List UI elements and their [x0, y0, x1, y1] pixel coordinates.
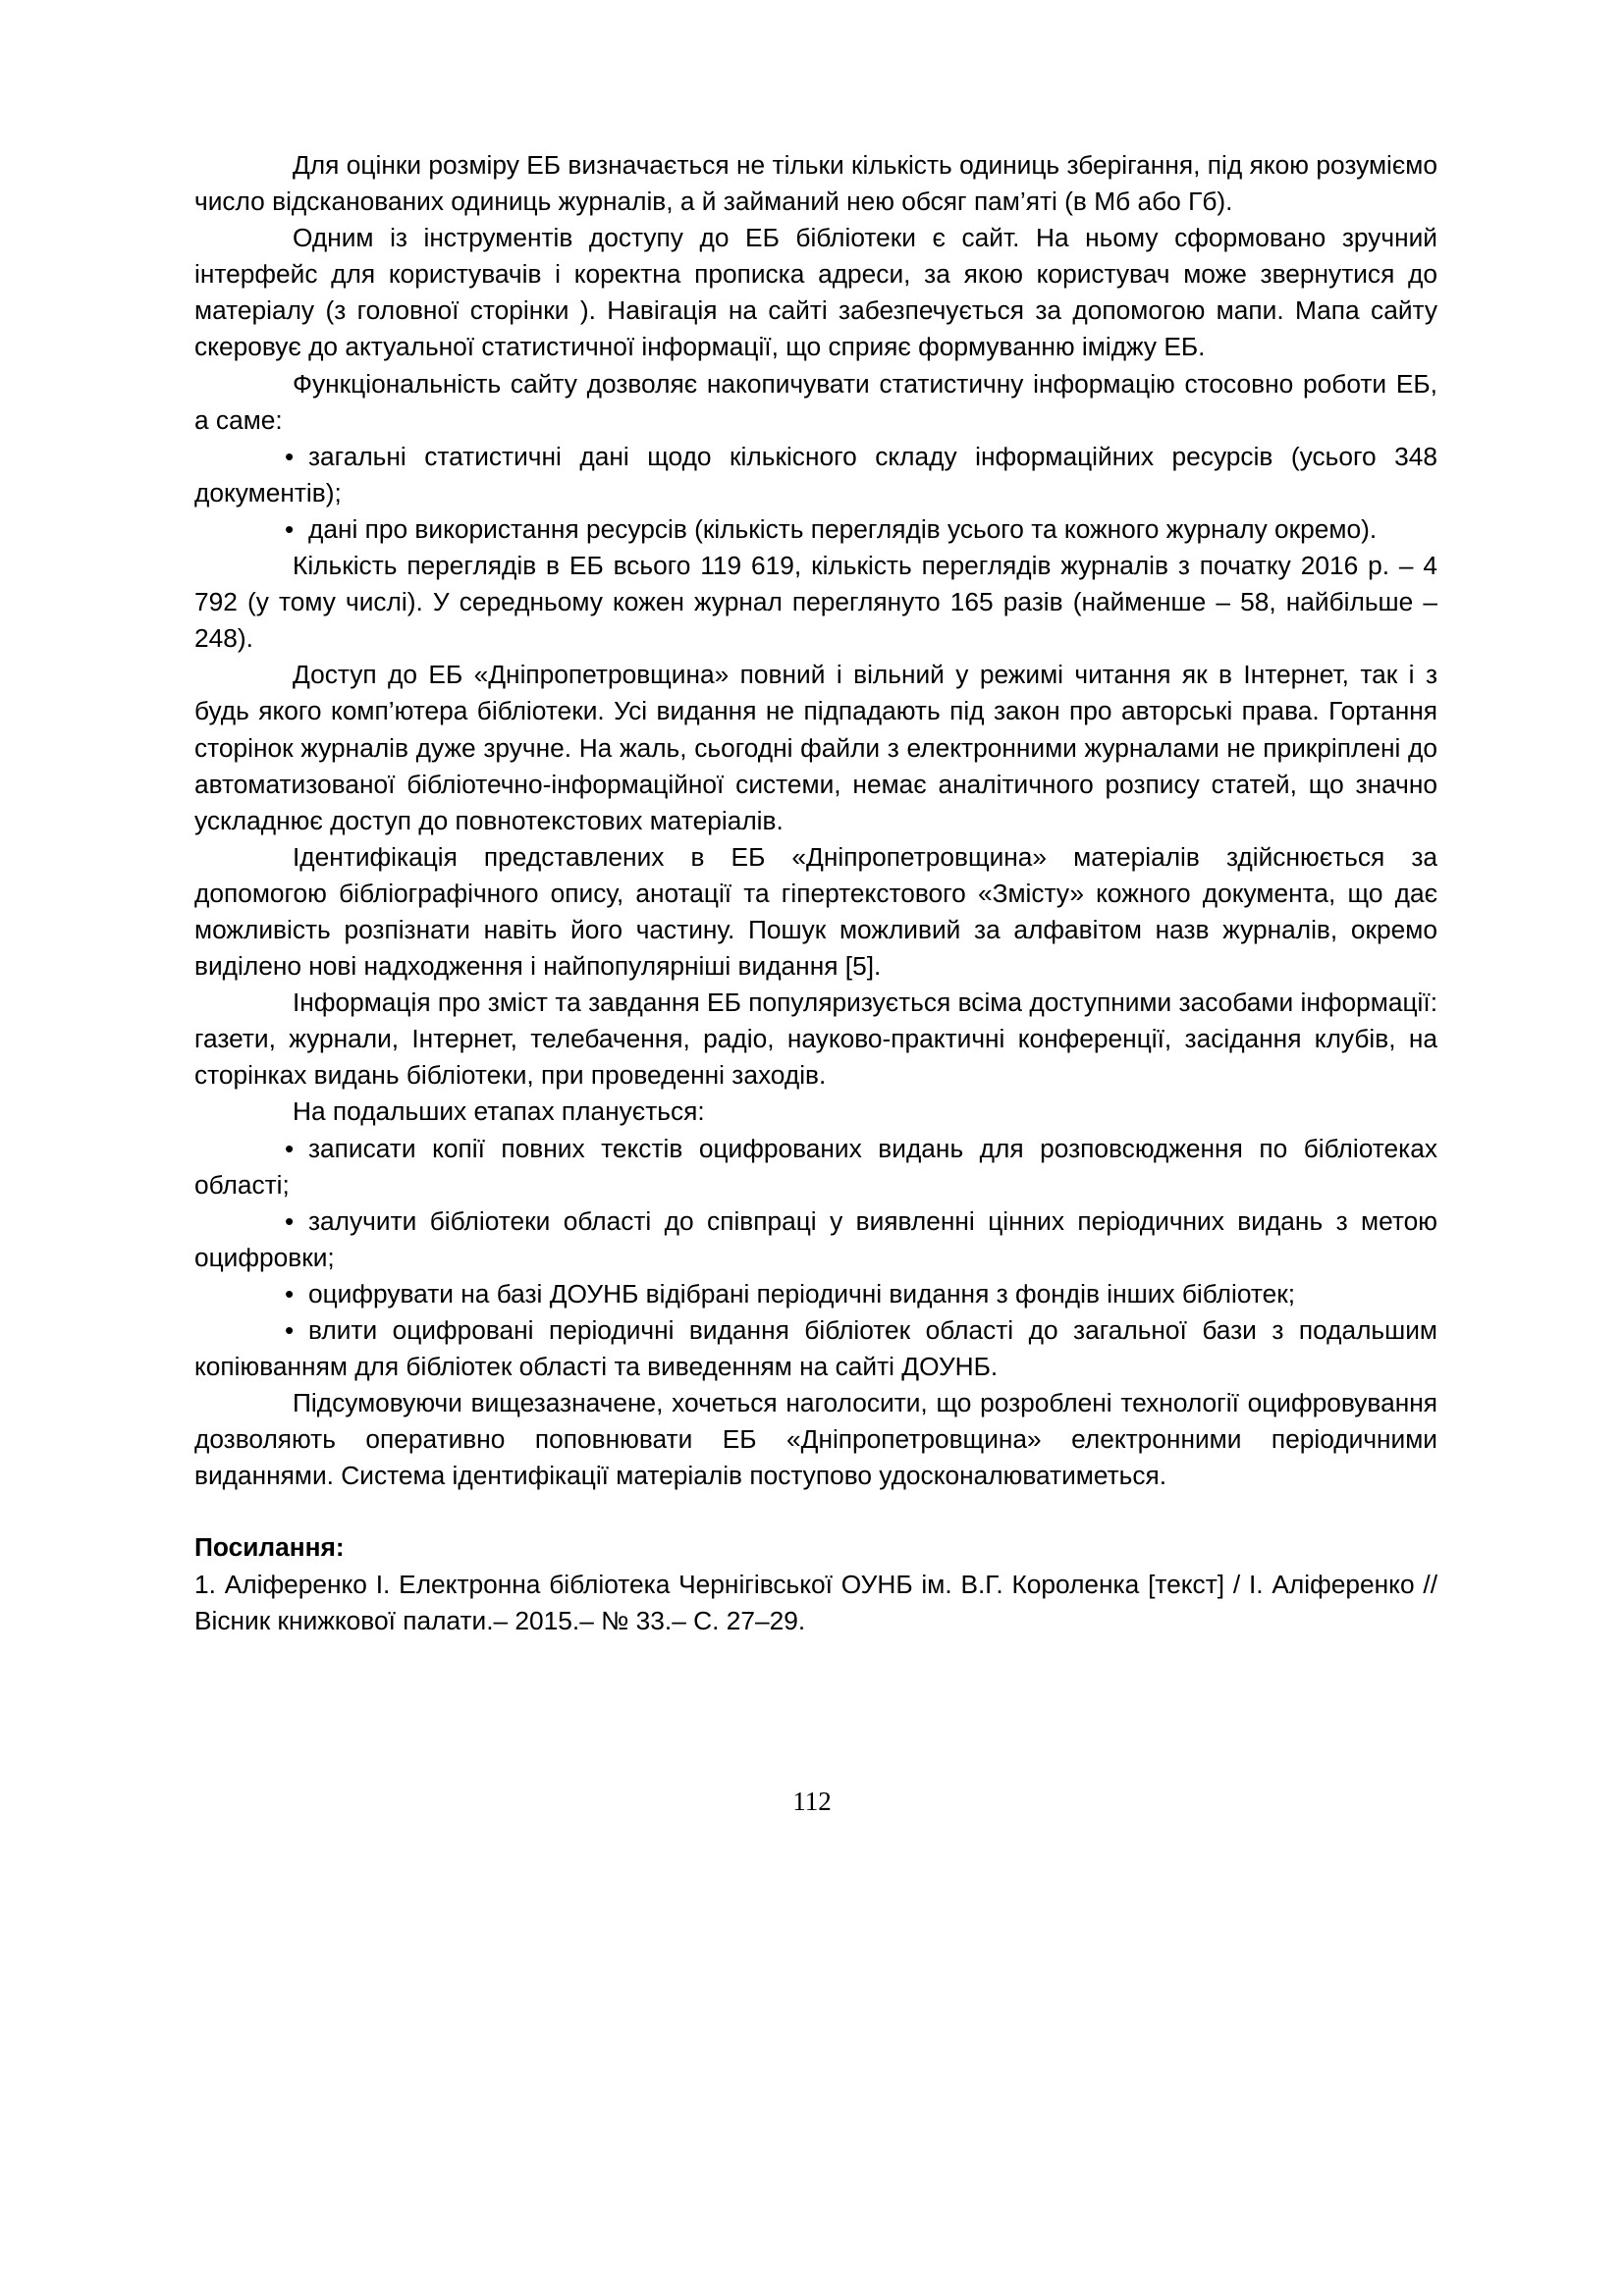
paragraph-plans-intro: На подальших етапах планується:: [293, 1096, 705, 1127]
list-item-text: записати копії повних текстів оцифрованих видань для розповсюдження по бібліотеках області;: [194, 1133, 1437, 1200]
bullet-icon: •: [285, 1205, 295, 1236]
paragraph-site-functionality: Функціональність сайту дозволяє накопичувати статистичну інформацію стосовно роботи ЕБ, а саме:: [194, 368, 1437, 435]
list-item-text: загальні статистичні дані щодо кількісного складу інформаційних ресурсів (усього 348 документів);: [194, 441, 1437, 507]
list-item: [194, 439, 1437, 511]
bullet-icon: •: [285, 1278, 295, 1308]
paragraph-storage-size: Для оцінки розміру ЕБ визначається не тільки кількість одиниць зберігання, під якою розуміємо число відсканованих одиниць журналів, а й займаний нею обсяг пам’яті (в Мб або Гб).: [194, 150, 1437, 217]
list-item-text: оцифрувати на базі ДОУНБ відібрані періодичні видання з фондів інших бібліотек;: [308, 1278, 1296, 1308]
paragraph-popularization: Інформація про зміст та завдання ЕБ популяризується всіма доступними засобами інформації: газети, журнали, Інтернет, телебачення, радіо, науково-практичні конференції, засідання клубів, на сторінках видань бібліотеки, при проведенні заходів.: [194, 988, 1437, 1091]
bullet-icon: •: [285, 1315, 295, 1345]
list-item: [194, 1131, 1437, 1203]
page-body: [194, 147, 1437, 1639]
list-item-text: залучити бібліотеки області до співпраці у виявленні цінних періодичних видань з метою оцифровки;: [194, 1205, 1437, 1272]
reference-item: 1. Аліференко І. Електронна бібліотека Чернігівської ОУНБ ім. В.Г. Короленка [текст] / І. Аліференко // Вісник книжкової палати.– 2015.– № 33.– С. 27–29.: [194, 1569, 1437, 1635]
list-item-text: влити оцифровані періодичні видання бібліотек області до загальної бази з подальшим копіюванням для бібліотек області та виведенням на сайті ДОУНБ.: [194, 1315, 1437, 1382]
list-item-text: дані про використання ресурсів (кількість переглядів усього та кожного журналу окремо).: [308, 513, 1378, 544]
paragraph-conclusion: Підсумовуючи вищезазначене, хочеться наголосити, що розроблені технології оцифровування дозволяють оперативно поповнювати ЕБ «Дніпропетровщина» електронними періодичними виданнями. Система ідентифікації матеріалів поступово удосконалюватиметься.: [194, 1388, 1437, 1491]
bullet-icon: •: [285, 1133, 295, 1163]
paragraph-site-access: Одним із інструментів доступу до ЕБ бібліотеки є сайт. На ньому сформовано зручний інтерфейс для користувачів і коректна прописка адреси, за якою користувач може звернутися до матеріалу (з головної сторінки ). Навігація на сайті забезпечується за допомогою мапи. Мапа сайту скеровує до актуальної статистичної інформації, що сприяє формуванню іміджу ЕБ.: [194, 223, 1437, 362]
references-heading: Посилання:: [194, 1532, 345, 1563]
paragraph-identification: Ідентифікація представлених в ЕБ «Дніпропетровщина» матеріалів здійснюється за допомогою бібліографічного опису, анотації та гіпертекстового «Змісту» кожного документа, що дає можливість розпізнати навіть його частину. Пошук можливий за алфавітом назв журналів, окремо виділено нові надходження і найпопулярніші видання [5].: [194, 841, 1437, 982]
paragraph-access: Доступ до ЕБ «Дніпропетровщина» повний і вільний у режимі читання як в Інтернет, так і з будь якого комп’ютера бібліотеки. Усі видання не підпадають під закон про авторські права. Гортання сторінок журналів дуже зручне. На жаль, сьогодні файли з електронними журналами не прикріплені до автоматизованої бібліотечно-інформаційної системи, немає аналітичного розпису статей, що значно ускладнює доступ до повнотекстових матеріалів.: [194, 660, 1437, 835]
list-item: [194, 511, 1437, 548]
paragraph-views-count: Кількість переглядів в ЕБ всього 119 619, кількість переглядів журналів з початку 2016 р. – 4 792 (у тому числі). У середньому кожен журнал переглянуто 165 разів (найменше – 58, найбільше – 248).: [194, 551, 1437, 654]
list-item: [194, 1276, 1437, 1312]
bullet-icon: •: [285, 513, 295, 544]
bullet-icon: •: [285, 441, 295, 471]
page-number: 112: [792, 1787, 832, 1816]
list-item: [194, 1312, 1437, 1385]
list-item: [194, 1203, 1437, 1276]
